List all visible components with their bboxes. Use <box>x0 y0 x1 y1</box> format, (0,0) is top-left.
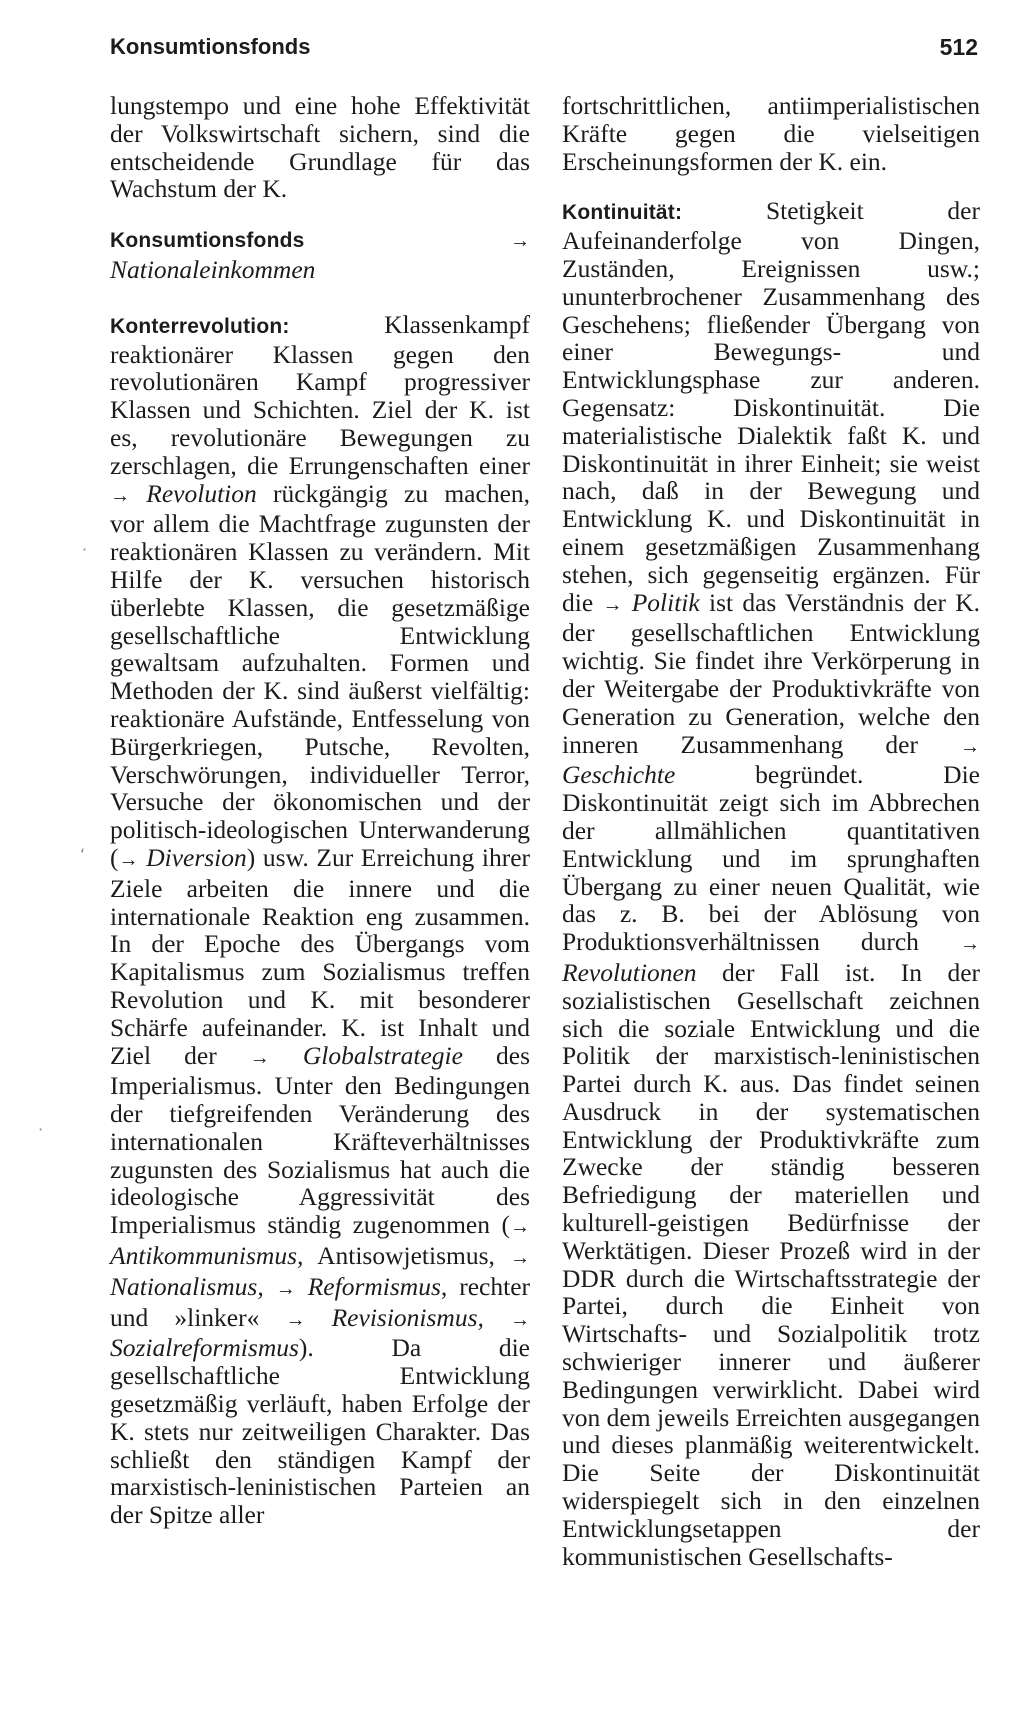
cross-reference: Sozialreformismus <box>110 1333 299 1363</box>
cross-reference-arrow: → <box>510 230 530 253</box>
entry-text: Klassenkampf reaktionärer Klassen gegen den revolutionären Kampf progressiver Klassen und Schichten. Ziel der K. ist es, revolutionäre Bewegungen zu zerschlagen, die Errungenschaften einer <box>110 309 530 480</box>
page-number: 512 <box>939 34 978 60</box>
entry-konterrevolution <box>110 311 530 1529</box>
right-column <box>562 92 980 1597</box>
entry-konsumtionsfonds <box>110 225 530 284</box>
cross-reference-arrow: → <box>510 1216 530 1239</box>
cross-reference: Nationaleinkommen <box>110 254 316 284</box>
cross-reference-arrow: → <box>960 933 980 956</box>
page-header <box>110 34 978 68</box>
entry-text: rechter und »linker« <box>110 1271 531 1332</box>
entry-text: Antisowjetismus, <box>317 1241 495 1271</box>
cross-reference-arrow: → <box>275 1277 296 1300</box>
lemma: Konsumtionsfonds <box>110 229 305 253</box>
entry-text: des Imperialismus. Unter den Bedingungen der tiefgreifenden Veränderung des internationalen Kräfteverhältnisses zugunsten des Sozialismus hat auch die ideologische Aggressivität des Imperialismus ständig zugenommen ( <box>110 1040 531 1240</box>
cross-reference: Globalstrategie <box>302 1040 463 1070</box>
cross-reference-arrow: → <box>960 735 980 758</box>
entry-text: begründet. Die Diskontinuität zeigt sich im Abbrechen der allmählichen quantitativen Entwicklung und im sprunghaften Übergang zu einer neuen Qualität, wie das z. B. bei der Ablösung von Produktionsverhältnissen durch <box>562 760 980 957</box>
cross-reference-arrow: → <box>118 848 139 871</box>
running-head: Konsumtionsfonds <box>110 34 311 59</box>
cross-reference: Revolution <box>146 478 257 508</box>
cross-reference-arrow: → <box>110 484 130 507</box>
entry-text: ) usw. Zur Erreichung ihrer Ziele arbeiten die innere und die internationale Reaktion eng zusammen. In der Epoche des Übergangs vom Kapitalismus zum Sozialismus treffen Revolution und K. mit besonderer Schärfe aufeinander. K. ist Inhalt und Ziel der <box>110 842 531 1070</box>
cross-reference: Politik <box>631 587 700 617</box>
left-column <box>110 92 530 1556</box>
cross-reference: Geschichte <box>562 760 676 790</box>
margin-tick: ‘ <box>80 845 86 864</box>
continuation-text: fortschrittlichen, antiimperialistischen Kräfte gegen die vielseitigen Erscheinungsformen der K. ein. <box>562 91 980 176</box>
cross-reference-arrow: → <box>249 1046 270 1069</box>
margin-dot: · <box>82 540 88 559</box>
entry-text: ). Da die gesellschaftliche Entwicklung gesetzmäßig verläuft, haben Erfolge der K. stets nur zeitweiligen Charakter. Das schließt den ständigen Kampf der marxistisch-leninistischen Parteien an der Spitze aller <box>110 1333 530 1530</box>
cross-reference: Antikommunismus, <box>110 1241 304 1271</box>
entry-text: rückgängig zu machen, vor allem die Machtfrage zugunsten der reaktionären Klassen zu verändern. Mit Hilfe der K. versuchen historisch überlebte Klassen, die gesetzmäßige gesellschaftliche Entwicklung gewaltsam aufzuhalten. Formen und Methoden der K. sind äußerst vielfältig: reaktionäre Aufstände, Entfesselung von Bürgerkriegen, Putsche, Revolten, Verschwörungen, individueller Terror, Versuche der ökonomischen und der politisch-ideologischen Unterwanderung ( <box>110 478 531 872</box>
cross-reference: Diversion <box>146 842 247 872</box>
lemma: Konterrevolution: <box>110 314 290 338</box>
cross-reference: Revisionismus, <box>331 1302 484 1332</box>
lemma: Kontinuität: <box>562 201 683 225</box>
cross-reference-arrow: → <box>602 593 623 616</box>
cross-reference-arrow: → <box>285 1308 306 1331</box>
cross-reference: Revolutionen <box>562 957 697 987</box>
cross-reference: Nationalismus, <box>110 1271 264 1301</box>
continuation-text: lungstempo und eine hohe Effektivität der Volkswirtschaft sichern, sind die entscheidende Grundlage für das Wachstum der K. <box>110 91 530 204</box>
margin-dot: · <box>38 1120 44 1139</box>
entry-text: ist das Verständnis der K. der gesellschaftlichen Entwicklung wichtig. Sie findet ihre Verkörperung in der Weitergabe der Produktivkräfte von Generation zu Generation, welche den inneren Zusammenhang der <box>562 587 981 759</box>
entry-text: Stetigkeit der Aufeinanderfolge von Dingen, Zuständen, Ereignissen usw.; ununterbrochener Zusammenhang des Geschehens; fließender Übergang von einer Bewegungs- und Entwicklungsphase zur anderen. Gegensatz: Diskontinuität. Die materialistische Dialektik faßt K. und Diskontinuität in ihrer Einheit; sie weist nach, daß in der Bewegung und Entwicklung K. und Diskontinuität in einem gesetzmäßigen Zusammenhang stehen, sich gegenseitig ergänzen. Für die <box>562 196 980 617</box>
cross-reference-arrow: → <box>510 1308 531 1331</box>
cross-reference: Reformismus, <box>307 1271 448 1301</box>
cross-reference-arrow: → <box>510 1247 530 1270</box>
entry-text: der Fall ist. In der sozialistischen Gesellschaft zeichnen sich die soziale Entwicklung und die Politik der marxistisch-leninistischen Partei durch K. aus. Das findet seinen Ausdruck in der systematischen Entwicklung der Produktivkräfte zum Zwecke der ständig besseren Befriedigung der materiellen und kulturell-geistigen Bedürfnisse der Werktätigen. Dieser Prozeß wird in der DDR durch die Wirtschaftsstrategie der Partei, durch die Einheit von Wirtschafts- und Sozialpolitik trotz schwieriger innerer und äußerer Bedingungen verwirklicht. Dabei wird von dem jeweils Erreichten ausgegangen und dieses planmäßig weiterentwickelt. Die Seite der Diskontinuität widerspiegelt sich in den einzelnen Entwicklungsetappen der kommunistischen Gesellschafts- <box>562 957 980 1571</box>
entry-kontinuitaet <box>562 197 980 1570</box>
